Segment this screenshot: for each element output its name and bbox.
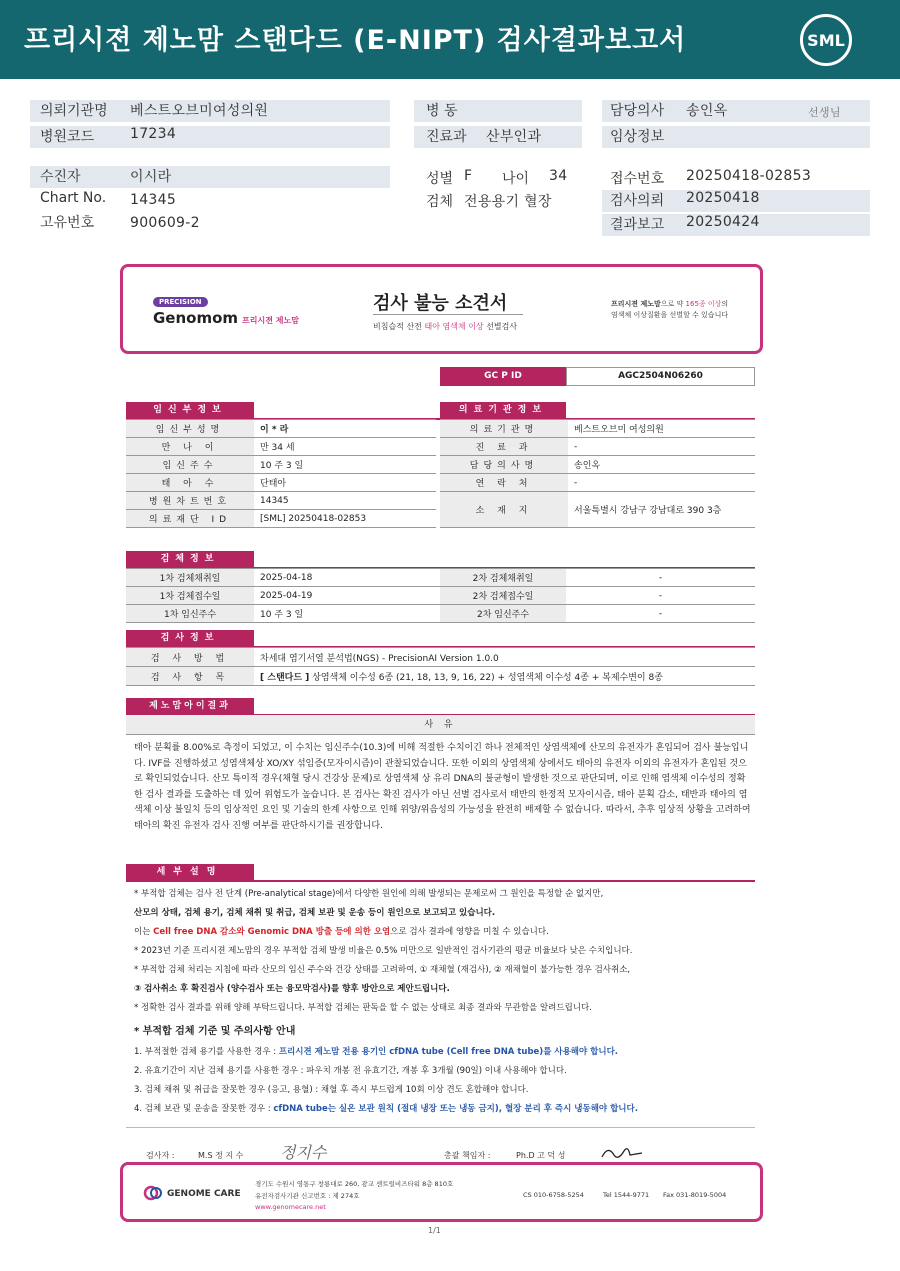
- field-value: [SML] 20250418-02853: [254, 510, 436, 528]
- footer-license: 유전자검사기관 신고번호 : 제 274호: [255, 1192, 360, 1200]
- field-label: 만 나 이: [126, 438, 254, 456]
- table-row: [126, 420, 436, 438]
- hosp-code-label: 병원코드: [40, 129, 95, 145]
- report-subtitle: 비침습적 산전 태아 염색체 이상 선별검사: [373, 322, 518, 331]
- receipt-label: 접수번호: [610, 171, 665, 187]
- footer-tel: Tel 1544-9771: [603, 1191, 650, 1199]
- table-row: [126, 456, 436, 474]
- guide-line-4: 4. 검체 보관 및 운송을 잘못한 경우 : cfDNA tube는 실온 보관 원칙 (절대 냉장 또는 냉동 금지), 혈장 분리 후 즉시 냉동해야 합니다.: [134, 1104, 638, 1114]
- table-row: [126, 569, 755, 587]
- method-value: 차세대 염기서열 분석법(NGS) - PrecisionAI Version 1.0.0: [254, 648, 755, 667]
- title-divider: [373, 314, 523, 315]
- item-value: [ 스탠다드 ] 상염색체 이수성 6종 (21, 18, 13, 9, 16, 22) + 성염색체 이수성 4종 + 복제수변이 8종: [254, 667, 755, 686]
- report-date-label: 결과보고: [610, 217, 665, 233]
- doctor-value: 송인옥: [686, 103, 728, 119]
- guide-title: * 부적합 검체 기준 및 주의사항 안내: [134, 1026, 296, 1037]
- brand-text: Genomom: [153, 309, 239, 327]
- guide-line-2: 2. 유효기간이 지난 검체 용기를 사용한 경우 : 파우치 개봉 전 유효기간, 개봉 후 3개월 (90일) 이내 사용해야 합니다.: [134, 1066, 567, 1076]
- request-value: 20250418: [686, 190, 760, 206]
- table-row: [126, 605, 755, 623]
- table-row: [440, 456, 755, 474]
- field-value: 송인옥: [568, 456, 755, 474]
- table-row: [126, 474, 436, 492]
- table-row: [440, 420, 755, 438]
- table-row: [126, 510, 436, 528]
- field-value: -: [566, 605, 755, 623]
- field-value: 서울특별시 강남구 강남대로 390 3층: [568, 492, 755, 528]
- field-value: 이 * 라: [254, 420, 436, 438]
- chart-label: Chart No.: [40, 190, 107, 206]
- genome-care-logo: GENOME CARE: [167, 1189, 241, 1199]
- detail-line-3: 이는 Cell free DNA 감소와 Genomic DNA 방출 등에 의한 오염으로 검사 결과에 영향을 미칠 수 있습니다.: [134, 927, 549, 937]
- field-label: 임신주수: [126, 456, 254, 474]
- field-value: 베스트오브미 여성의원: [568, 420, 755, 438]
- field-value: -: [568, 474, 755, 492]
- precision-badge: PRECISION: [153, 297, 208, 307]
- table-row: [440, 474, 755, 492]
- detail-line-4: * 2023년 기준 프리시젼 제노맘의 경우 부적합 검체 발생 비율은 0.5% 미만으로 일반적인 검사기관의 평균 비율보다 낮은 수치입니다.: [134, 946, 633, 956]
- receipt-value: 20250418-02853: [686, 168, 812, 184]
- field-label: 의료기관명: [440, 420, 568, 438]
- report-date-value: 20250424: [686, 214, 760, 230]
- field-value: 14345: [254, 492, 436, 510]
- field-value: 10 주 3 일: [254, 605, 440, 623]
- field-value: 만 34 세: [254, 438, 436, 456]
- page-number: 1/1: [428, 1226, 441, 1235]
- field-label: 연 락 처: [440, 474, 568, 492]
- report-title: 검사 불능 소견서: [373, 293, 508, 314]
- footer-website: www.genomecare.net: [255, 1203, 326, 1211]
- field-label: 태 아 수: [126, 474, 254, 492]
- brand-sub: 프리시젼 제노맘: [242, 316, 299, 325]
- genomom-logo: [153, 309, 299, 327]
- field-value: -: [566, 587, 755, 605]
- report-right-note: 프리시젼 제노맘으로 약 165종 이상의 염색체 이상질환을 선별할 수 있습니다: [611, 300, 729, 319]
- report-header: [0, 0, 900, 79]
- detail-line-6: ③ 검사취소 후 확진검사 (양수검사 또는 융모막검사)를 향후 방안으로 제안드립니다.: [134, 984, 450, 994]
- chief-label: 총괄 책임자 :: [444, 1151, 491, 1160]
- tester-name: M.S 정 지 수: [198, 1151, 244, 1160]
- section-institution-info: 의료기관정보: [440, 402, 566, 418]
- section-detail: 세부설명: [126, 864, 254, 880]
- field-label: 병원차트번호: [126, 492, 254, 510]
- sex-label: 성별: [426, 171, 454, 187]
- detail-line-1: * 부적합 검체는 검사 전 단계 (Pre-analytical stage)에서 다양한 원인에 의해 발생되는 문제로써 그 원인을 특정할 순 없지만,: [134, 889, 604, 899]
- pregnant-info-table: [126, 419, 436, 528]
- field-label: 1차 검체접수일: [126, 587, 254, 605]
- section-result: 제노맘아이결과: [126, 698, 254, 714]
- patient-bar: [30, 166, 390, 188]
- gcpid-value: AGC2504N06260: [566, 367, 755, 386]
- specimen-label: 검체: [426, 194, 454, 210]
- chief-signature: [600, 1143, 644, 1163]
- dept-label: 진료과: [426, 129, 467, 145]
- footer-fax: Fax 031-8019-5004: [663, 1191, 727, 1199]
- gcpid-label: GC P ID: [440, 367, 566, 386]
- field-value: 10 주 3 일: [254, 456, 436, 474]
- field-value: -: [566, 569, 755, 587]
- detail-line-5: * 부적합 검체 처리는 지침에 따라 산모의 임신 주수와 건강 상태를 고려하여, ① 재채혈 (재검사), ② 재채혈이 불가능한 경우 검사취소,: [134, 965, 631, 975]
- age-label: 나이: [502, 171, 530, 187]
- section-pregnant-info: 임신부정보: [126, 402, 254, 418]
- age-value: 34: [549, 168, 568, 184]
- request-label: 검사의뢰: [610, 193, 665, 209]
- field-label: 소 재 지: [440, 492, 568, 528]
- institution-info-table: [440, 419, 755, 528]
- footer-cs: CS 010-6758-5254: [523, 1191, 584, 1199]
- section-specimen-info: 검체정보: [126, 551, 254, 567]
- tester-signature: 정지수: [280, 1143, 327, 1162]
- reason-text: 태아 분획률 8.00%로 측정이 되었고, 이 수치는 임신주수(10.3)에 비해 적절한 수치이긴 하나 전체적인 상염색체에 산모의 유전자가 혼입되어 검사 불능입니다. IVF를 진행하셨고 성염색체상 XO/XY 섞임증(모자이시즘)이 관찰되었습니다. 또한 이외의 상염색체 상에서도 태아의 유전자 이외의 유전자가 혼입된 것으로 확인되었습니다. 산모 특이적 경우(채혈 당시 건강상 문제)로 상염색체 상 유리 DNA의 불균형이 발생한 것으로 판단되며, 이로 인해 염색체 이수성의 정확한 검사 결과를 도출하는 데 있어 위험도가 높습니다. 본 검사는 확진 검사가 아닌 선별 검사로서 태반의 한정적 모자이시즘, 태아 분획 감소, 태반과 태아의 염색체 이상 불일치 등의 임상적인 요인 및 기술의 한계 사항으로 인해 위양/위음성의 가능성을 완전히 배제할 수 없습니다. 따라서, 추후 임상적 상황을 고려하여 태아의 확진 유전자 검사 진행 여부를 판단하시기를 권장합니다.: [134, 743, 751, 831]
- table-row: [126, 492, 436, 510]
- dept-value: 산부인과: [486, 129, 542, 145]
- field-label: 2차 검체접수일: [440, 587, 566, 605]
- req-inst-value: 베스트오브미여성의원: [130, 103, 269, 119]
- specimen-value: 전용용기 혈장: [464, 194, 552, 210]
- sex-value: F: [464, 168, 473, 184]
- field-label: 1차 임신주수: [126, 605, 254, 623]
- reason-header: 사 유: [126, 715, 755, 735]
- doctor-label: 담당의사: [610, 103, 665, 119]
- table-row: [440, 438, 755, 456]
- specimen-table: [126, 568, 755, 623]
- guide-line-3: 3. 검체 채취 및 취급을 잘못한 경우 (응고, 용혈) : 채혈 후 즉시 부드럽게 10회 이상 견도 혼합해야 합니다.: [134, 1085, 529, 1095]
- doctor-suffix: 선생님: [808, 106, 841, 119]
- detail-line-2: 산모의 상태, 검체 용기, 검체 채취 및 취급, 검체 보관 및 운송 등이 원인으로 보고되고 있습니다.: [134, 908, 496, 918]
- field-value: 2025-04-18: [254, 569, 440, 587]
- page-title: 프리시젼 제노맘 스탠다드 (E-NIPT) 검사결과보고서: [24, 25, 687, 56]
- clinical-label: 임상정보: [610, 129, 665, 145]
- signature-divider: [126, 1127, 755, 1128]
- field-label: 임신부성명: [126, 420, 254, 438]
- genome-care-logo-icon: [143, 1185, 163, 1201]
- req-inst-label: 의뢰기관명: [40, 103, 108, 119]
- uid-label: 고유번호: [40, 215, 95, 231]
- detail-line-7: * 정확한 검사 결과를 위해 양해 부탁드립니다. 부적합 검체는 판독을 할 수 없는 상태로 최종 결과와 무관함을 알려드립니다.: [134, 1003, 592, 1013]
- report-title-box: [120, 264, 763, 354]
- guide-line-1: 1. 부적절한 검체 용기를 사용한 경우 : 프리시젼 제노맘 전용 용기인 cfDNA tube (Cell free DNA tube)를 사용해야 합니다.: [134, 1047, 619, 1057]
- field-value: 단태아: [254, 474, 436, 492]
- field-label: 2차 임신주수: [440, 605, 566, 623]
- uid-value: 900609-2: [130, 215, 200, 231]
- field-label: 담당의사명: [440, 456, 568, 474]
- tester-label: 검사자 :: [146, 1151, 175, 1160]
- table-row: [126, 587, 755, 605]
- table-row: [126, 438, 436, 456]
- chart-value: 14345: [130, 192, 177, 208]
- hosp-code-value: 17234: [130, 126, 177, 142]
- table-row: [440, 492, 755, 528]
- chief-name: Ph.D 고 덕 성: [516, 1151, 566, 1160]
- patient-label: 수진자: [40, 169, 81, 185]
- footer-box: [120, 1162, 763, 1222]
- field-label: 1차 검체채취일: [126, 569, 254, 587]
- item-label: 검 사 항 목: [126, 667, 254, 686]
- field-value: 2025-04-19: [254, 587, 440, 605]
- footer-address: 경기도 수원시 영통구 창룡대로 260, 광교 센트럴비즈타워 8층 810호: [255, 1180, 454, 1188]
- field-label: 2차 검체채취일: [440, 569, 566, 587]
- field-label: 의료재단 ID: [126, 510, 254, 528]
- field-value: -: [568, 438, 755, 456]
- field-label: 진 료 과: [440, 438, 568, 456]
- sml-logo: SML: [800, 14, 852, 66]
- method-label: 검 사 방 법: [126, 648, 254, 667]
- section-test-info: 검사정보: [126, 630, 254, 646]
- ward-label: 병 동: [426, 103, 458, 119]
- section-divider: [126, 880, 755, 882]
- test-info-table: [126, 647, 755, 686]
- patient-value: 이시라: [130, 169, 172, 185]
